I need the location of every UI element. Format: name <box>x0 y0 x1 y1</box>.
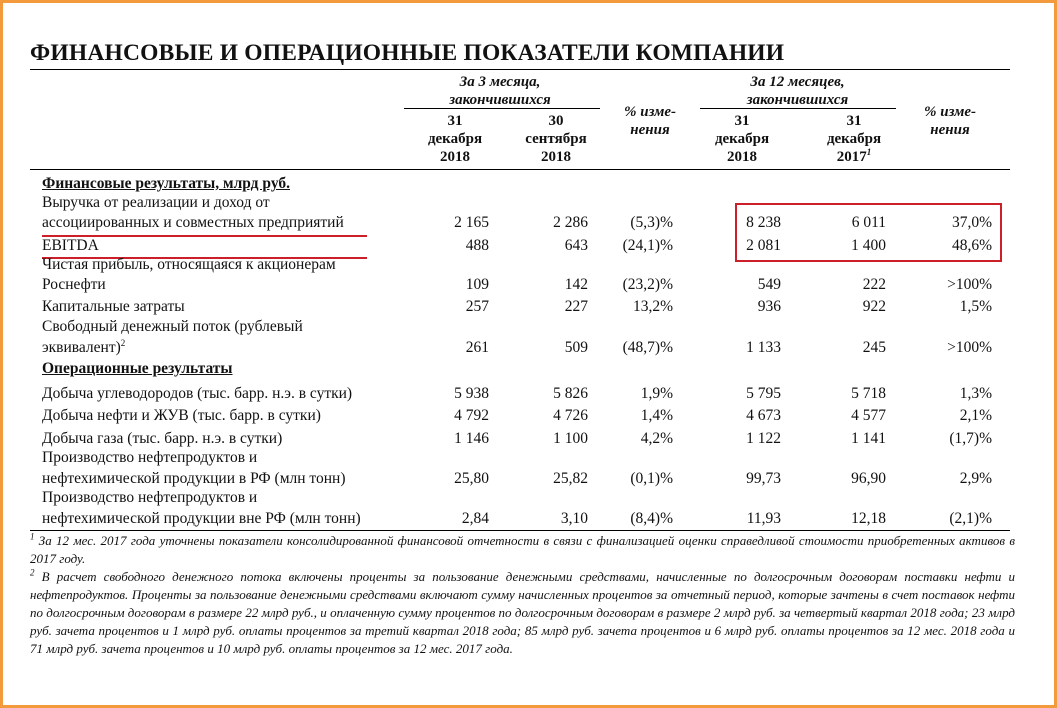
header-col-line: декабря <box>714 131 770 147</box>
header-change-year-line1: % изме- <box>924 104 976 120</box>
footnote-1 <box>30 532 1015 568</box>
cell: 2 165 <box>454 214 489 231</box>
cell: 4 726 <box>553 407 588 424</box>
header-rule <box>30 169 1010 170</box>
cell: 1 133 <box>746 339 781 356</box>
cell: 922 <box>862 298 886 315</box>
header-col-line: 2017 <box>836 149 867 165</box>
header-col-line: 30 <box>548 113 564 129</box>
cell: 109 <box>465 276 489 293</box>
cell: (5,3)% <box>630 214 673 231</box>
header-change-quarter <box>605 103 695 139</box>
cell: (1,7)% <box>949 430 992 447</box>
footnote-1-mark: 1 <box>30 531 35 542</box>
header-col-q-dec-2018 <box>410 112 500 166</box>
header-change-year <box>900 103 1000 139</box>
row-revenue-label-1: Выручка от реализации и доход от <box>42 194 270 211</box>
row-oil-label: Добыча нефти и ЖУВ (тыс. барр. в сутки) <box>42 407 321 424</box>
cell: 222 <box>862 276 886 293</box>
table-row-capex <box>0 296 1057 318</box>
row-revenue-label-2: ассоциированных и совместных предприятий <box>42 214 344 231</box>
cell: 2,84 <box>461 510 489 527</box>
header-col-line: 31 <box>447 113 463 129</box>
cell: 257 <box>465 298 489 315</box>
header-group-quarter-line1: За 3 месяца, <box>459 74 541 90</box>
cell: 509 <box>564 339 588 356</box>
cell: 2 081 <box>746 237 781 254</box>
table-row-hydrocarbons <box>0 383 1057 405</box>
header-col-line: 2018 <box>440 149 470 165</box>
cell: (24,1)% <box>622 237 673 254</box>
cell: 488 <box>465 237 489 254</box>
page-title: ФИНАНСОВЫЕ И ОПЕРАЦИОННЫЕ ПОКАЗАТЕЛИ КОМПАНИИ <box>30 40 785 66</box>
cell: (23,2)% <box>622 276 673 293</box>
cell: 1 141 <box>851 430 886 447</box>
cell: 2 286 <box>553 214 588 231</box>
footnote-ref-1: 1 <box>866 147 872 157</box>
header-group-quarter <box>400 73 600 109</box>
cell: 1 146 <box>454 430 489 447</box>
cell: 99,73 <box>746 470 781 487</box>
footnote-ref-2: 2 <box>120 337 126 348</box>
cell: (48,7)% <box>622 339 673 356</box>
cell: 5 795 <box>746 385 781 402</box>
row-hydrocarbons-label: Добыча углеводородов (тыс. барр. н.э. в сутки) <box>42 385 353 402</box>
cell: >100% <box>947 339 992 356</box>
header-change-quarter-line1: % изме- <box>624 104 676 120</box>
header-change-year-line2: нения <box>930 122 970 138</box>
footnote-2 <box>30 568 1015 658</box>
cell: 936 <box>757 298 781 315</box>
cell: (2,1)% <box>949 510 992 527</box>
cell: 3,10 <box>560 510 588 527</box>
cell: 1 122 <box>746 430 781 447</box>
header-group-year <box>695 73 900 109</box>
cell: 245 <box>862 339 886 356</box>
table-row-oil <box>0 405 1057 427</box>
header-group-year-rule <box>700 108 896 109</box>
cell: 13,2% <box>632 298 673 315</box>
row-refining-ru-label-2: нефтехимической продукции в РФ (млн тонн) <box>42 470 346 487</box>
cell: 1,9% <box>640 385 673 402</box>
cell: 142 <box>564 276 588 293</box>
cell: 2,9% <box>959 470 992 487</box>
row-ebitda-label: EBITDA <box>42 237 99 254</box>
cell: >100% <box>947 276 992 293</box>
cell: 549 <box>757 276 781 293</box>
footnote-1-text: За 12 мес. 2017 года уточнены показатели консолидированной финансовой отчетности в связи с финализацией оценки справедливой стоимости приобретенных активов в 2017 году. <box>30 533 1015 566</box>
row-fcf-label-1: Свободный денежный поток (рублевый <box>42 318 303 335</box>
cell: 5 938 <box>454 385 489 402</box>
header-col-line: 31 <box>846 113 862 129</box>
table-row-fcf <box>0 337 1057 359</box>
header-col-line: декабря <box>427 131 483 147</box>
footnote-2-mark: 2 <box>30 567 35 578</box>
header-col-q-sep-2018 <box>508 112 604 166</box>
header-col-y-dec-2017 <box>806 112 902 166</box>
row-refining-abroad-label-1: Производство нефтепродуктов и <box>42 489 258 506</box>
header-col-line: 31 <box>734 113 750 129</box>
header-group-quarter-rule <box>404 108 600 109</box>
row-net-income-label-1: Чистая прибыль, относящаяся к акционерам <box>42 256 336 273</box>
table-row-net-income <box>0 274 1057 296</box>
header-group-year-line1: За 12 месяцев, <box>750 74 845 90</box>
cell: 25,82 <box>553 470 588 487</box>
cell: 12,18 <box>851 510 886 527</box>
cell: 6 011 <box>851 214 886 231</box>
row-refining-ru-label-1: Производство нефтепродуктов и <box>42 449 258 466</box>
cell: 4,2% <box>640 430 673 447</box>
cell: 261 <box>465 339 489 356</box>
cell: 2,1% <box>959 407 992 424</box>
cell: 4 577 <box>851 407 886 424</box>
cell: 11,93 <box>746 510 781 527</box>
cell: 48,6% <box>951 237 992 254</box>
cell: 4 673 <box>746 407 781 424</box>
cell: (0,1)% <box>630 470 673 487</box>
header-col-line: сентября <box>525 131 587 147</box>
section-financial: Финансовые результаты, млрд руб. <box>42 175 290 192</box>
header-col-line: декабря <box>826 131 882 147</box>
row-fcf-label-2 <box>42 337 125 359</box>
header-group-year-line2: закончившихся <box>746 92 849 108</box>
cell: 1,3% <box>959 385 992 402</box>
row-refining-abroad-label-2: нефтехимической продукции вне РФ (млн тонн) <box>42 510 361 527</box>
table-row-refining-abroad <box>0 508 1057 530</box>
cell: 4 792 <box>454 407 489 424</box>
cell: 1,5% <box>959 298 992 315</box>
row-gas-label: Добыча газа (тыс. барр. н.э. в сутки) <box>42 430 283 447</box>
cell: 96,90 <box>851 470 886 487</box>
cell: 5 826 <box>553 385 588 402</box>
row-net-income-label-2: Роснефти <box>42 276 106 293</box>
cell: 1 100 <box>553 430 588 447</box>
cell: 37,0% <box>951 214 992 231</box>
cell: (8,4)% <box>630 510 673 527</box>
header-change-quarter-line2: нения <box>630 122 670 138</box>
table-bottom-rule <box>30 530 1010 531</box>
row-fcf-label-text: эквивалент) <box>42 339 121 356</box>
footnote-2-text: В расчет свободного денежного потока включены проценты за пользование денежными средствами, начисленные по долгосрочным договорам поставки нефти и нефтепродуктов. Проценты за пользование денежными средствами включают сумму начисленных процентов за отчетный период, которые зачтены в счет поставок нефти по долгосрочным договорам в размере 22 млрд руб., и оплаченную сумму процентов по долгосрочным договорам в размере 2 млрд руб. за четвертый квартал 2018 года; 23 млрд руб. зачета процентов и 1 млрд руб. оплаты процентов за третий квартал 2018 года; 85 млрд руб. зачета процентов и 6 млрд руб. оплаты процентов за 12 мес. 2018 года и 71 млрд руб. зачета процентов и 10 млрд руб. оплаты процентов за 12 мес. 2017 года. <box>30 569 1016 656</box>
header-col-line: 2018 <box>541 149 571 165</box>
cell: 8 238 <box>746 214 781 231</box>
cell: 643 <box>564 237 588 254</box>
header-col-y-dec-2018 <box>697 112 787 166</box>
section-operational: Операционные результаты <box>42 360 233 377</box>
highlight-box <box>735 203 1002 262</box>
header-col-line: 2018 <box>727 149 757 165</box>
cell: 227 <box>564 298 588 315</box>
cell: 1 400 <box>851 237 886 254</box>
cell: 25,80 <box>454 470 489 487</box>
cell: 1,4% <box>640 407 673 424</box>
row-capex-label: Капитальные затраты <box>42 298 185 315</box>
cell: 5 718 <box>851 385 886 402</box>
header-group-quarter-line2: закончившихся <box>449 92 551 108</box>
title-rule <box>30 69 1010 70</box>
